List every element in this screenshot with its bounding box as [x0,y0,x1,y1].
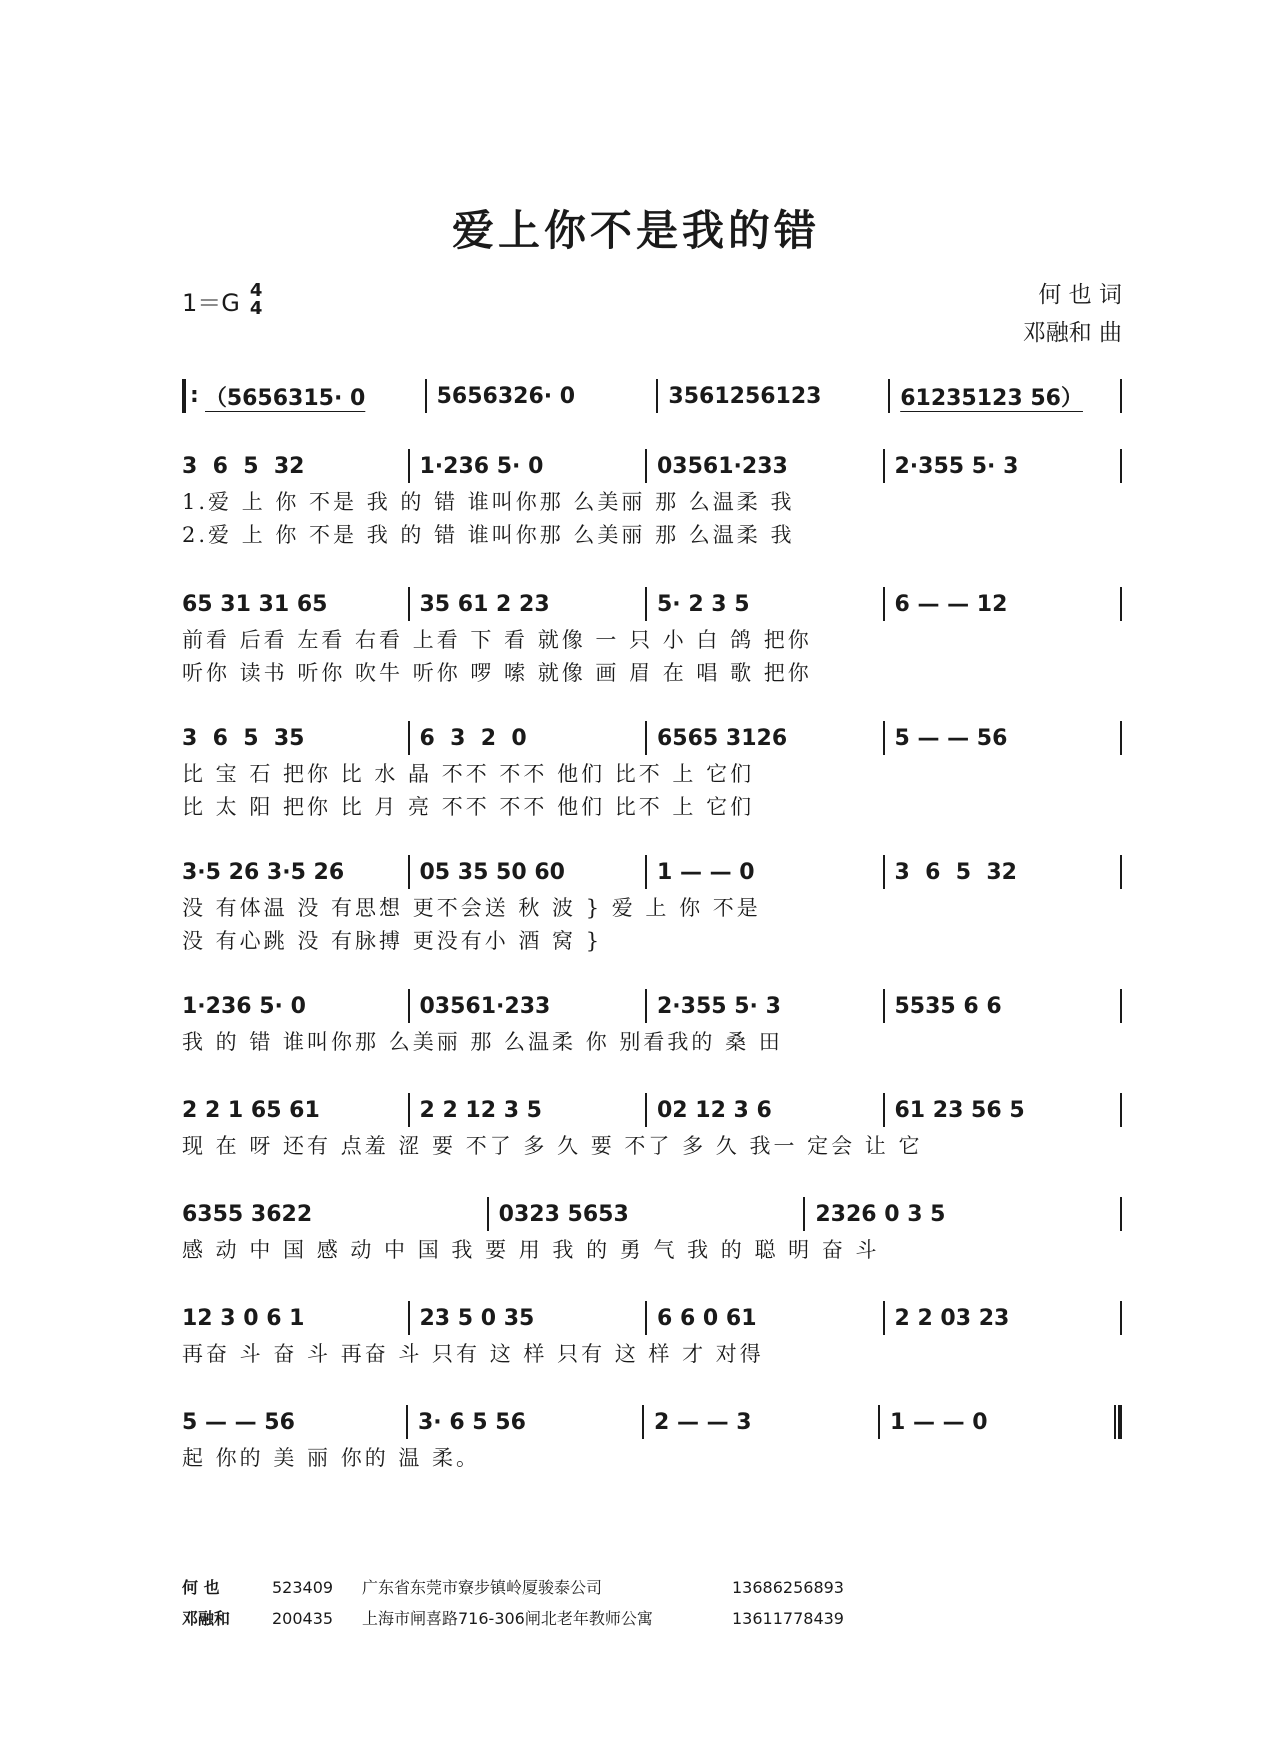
score-system [182,584,1122,690]
measure: 23 5 0 35 [419,1305,535,1331]
measure: 2·355 5· 3 [657,993,781,1019]
contact-name: 何 也 [182,1578,220,1597]
notation-line [182,376,1122,416]
notation-line [182,852,1122,892]
notation-line [182,446,1122,486]
score-system [182,1402,1122,1475]
measure: 65 31 31 65 [182,591,328,617]
lyricist-credit: 何 也 词 [1038,282,1122,308]
measure: 02 12 3 6 [657,1097,772,1123]
lyric-line: 我 的 错 谁叫你那 么美丽 那 么温柔 你 别看我的 桑 田 [182,1030,783,1054]
lyric-line: 现 在 呀 还有 点羞 涩 要 不了 多 久 要 不了 多 久 我一 定会 让 它 [182,1134,923,1158]
measure: 2·355 5· 3 [894,453,1019,479]
barline [1120,855,1122,889]
measure: 1 — — 0 [657,859,755,885]
measure: 3561256123 [668,383,822,409]
contact-zip: 523409 [272,1578,334,1597]
measure: 03561·233 [657,453,788,479]
measure: 5· 2 3 5 [657,591,750,617]
measure: 2 2 12 3 5 [419,1097,542,1123]
contact-footer [182,1572,844,1634]
measure: 3 6 5 32 [182,453,305,479]
barline [1120,449,1122,483]
measure: 6565 3126 [657,725,788,751]
contact-row [182,1603,844,1634]
measure: 6 — — 12 [894,591,1008,617]
contact-address: 上海市闸喜路716-306闸北老年教师公寓 [362,1609,653,1628]
score-system [182,446,1122,552]
song-title: 爱上你不是我的错 [451,206,820,255]
lyric-line: 听你 读书 听你 吹牛 听你 啰 嗦 就像 画 眉 在 唱 歌 把你 [182,661,812,685]
notation-line [182,1194,1122,1234]
lyric-line: 没 有体温 没 有思想 更不会送 秋 波 } 爱 上 你 不是 [182,896,761,920]
time-signature [250,282,263,318]
measure: 3·5 26 3·5 26 [182,859,345,885]
measure: 61235123 56） [900,385,1083,411]
measure: 1·236 5· 0 [419,453,544,479]
measure: 35 61 2 23 [419,591,550,617]
lyric-line: 前看 后看 左看 右看 上看 下 看 就像 一 只 小 白 鸽 把你 [182,628,812,652]
contact-zip: 200435 [272,1609,334,1628]
measure: 3 6 5 35 [182,725,305,751]
score-system [182,852,1122,958]
measure: 03561·233 [419,993,551,1019]
measure: （5656315· 0 [204,385,366,411]
time-sig-top: 4 [249,280,263,301]
notation-line [182,1090,1122,1130]
measure: 2 2 03 23 [894,1305,1010,1331]
lyric-line: 比 宝 石 把你 比 水 晶 不不 不不 他们 比不 上 它们 [182,762,755,786]
final-barline [1114,1405,1122,1439]
repeat-sign: : [182,379,199,413]
measure: 3· 6 5 56 [418,1409,526,1435]
composer-credit: 邓融和 曲 [1022,320,1122,346]
measure: 2 2 1 65 61 [182,1097,320,1123]
score-system [182,718,1122,824]
measure: 2 — — 3 [654,1409,752,1435]
measure: 05 35 50 60 [419,859,565,885]
key-label: 1＝G [182,288,240,317]
notation-line [182,986,1122,1026]
barline [1120,379,1122,413]
notation-line [182,718,1122,758]
score-system [182,986,1122,1059]
measure: 6 3 2 0 [419,725,527,751]
barline [1120,1093,1122,1127]
lyric-line: 感 动 中 国 感 动 中 国 我 要 用 我 的 勇 气 我 的 聪 明 奋 斗 [182,1238,880,1262]
key-signature [182,282,262,318]
lyric-line: 起 你的 美 丽 你的 温 柔。 [182,1446,481,1470]
notation-line [182,1402,1122,1442]
measure: 12 3 0 6 1 [182,1305,305,1331]
measure: 5535 6 6 [894,993,1002,1019]
barline [1120,721,1122,755]
score-system [182,1194,1122,1267]
score-system [182,1298,1122,1371]
score-system [182,376,1122,416]
measure: 1 — — 0 [890,1409,988,1435]
score-system [182,1090,1122,1163]
barline [1120,1197,1122,1231]
credits [1023,276,1122,352]
lyric-line: 没 有心跳 没 有脉搏 更没有小 酒 窝 } [182,929,603,953]
notation-line [182,1298,1122,1338]
measure: 3 6 5 32 [894,859,1017,885]
measure: 5 — — 56 [894,725,1008,751]
time-sig-bottom: 4 [249,298,263,319]
measure: 5 — — 56 [182,1409,295,1435]
lyric-line: 再奋 斗 奋 斗 再奋 斗 只有 这 样 只有 这 样 才 对得 [182,1342,764,1366]
barline [1120,1301,1122,1335]
contact-name: 邓融和 [182,1609,231,1628]
lyric-line: 1.爱 上 你 不是 我 的 错 谁叫你那 么美丽 那 么温柔 我 [182,490,795,514]
measure: 1·236 5· 0 [182,993,306,1019]
measure: 2326 0 3 5 [815,1201,946,1227]
measure: 5656326· 0 [436,383,576,409]
measure: 61 23 56 5 [894,1097,1025,1123]
measure: 0323 5653 [498,1201,629,1227]
lyric-line: 比 太 阳 把你 比 月 亮 不不 不不 他们 比不 上 它们 [182,795,755,819]
notation-line [182,584,1122,624]
contact-address: 广东省东莞市寮步镇岭厦骏泰公司 [362,1578,603,1597]
lyric-line: 2.爱 上 你 不是 我 的 错 谁叫你那 么美丽 那 么温柔 我 [182,523,795,547]
contact-row [182,1572,844,1603]
measure: 6355 3622 [182,1201,313,1227]
barline [1120,587,1122,621]
measure: 6 6 0 61 [657,1305,757,1331]
contact-phone: 13686256893 [732,1578,844,1597]
barline [1120,989,1122,1023]
contact-phone: 13611778439 [732,1609,844,1628]
